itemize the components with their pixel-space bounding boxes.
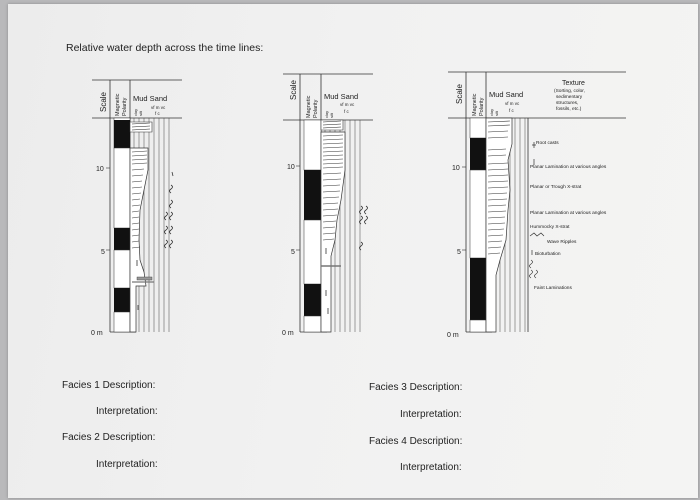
texture-sub: sedimentary bbox=[556, 95, 583, 100]
stratigraphic-column-3 bbox=[448, 60, 638, 350]
facies-4-description-label: Facies 4 Description: bbox=[369, 436, 463, 447]
facies-2-interpretation-label: Interpretation: bbox=[96, 459, 158, 470]
silt-header: silt bbox=[329, 113, 334, 118]
grain-size-header-2: f c bbox=[344, 109, 349, 114]
polarity-header: Polarity bbox=[479, 97, 485, 116]
scale-tick-5: 5 bbox=[291, 249, 295, 256]
legend-root-casts: Root casts bbox=[536, 141, 559, 146]
texture-header: Texture bbox=[562, 80, 585, 87]
scale-header: Scale bbox=[289, 79, 298, 100]
facies-3-interpretation-label: Interpretation: bbox=[400, 409, 462, 420]
clay-header: clay bbox=[324, 110, 329, 118]
polarity-block bbox=[114, 120, 130, 148]
texture-sub: structures, bbox=[556, 101, 579, 106]
polarity-block bbox=[470, 258, 486, 320]
silt-header: silt bbox=[494, 111, 499, 116]
facies-3-description-label: Facies 3 Description: bbox=[369, 382, 463, 393]
scale-header: Scale bbox=[455, 83, 464, 104]
silt-header: silt bbox=[138, 111, 143, 116]
legend-planar-lamination: Planar Lamination at various angles bbox=[530, 165, 607, 170]
scale-tick-0: 0 m bbox=[91, 330, 103, 337]
grain-size-header: vf m vc bbox=[505, 101, 520, 106]
stratigraphic-column-2 bbox=[283, 60, 383, 350]
legend-planar-lamination-2: Planar Lamination at various angles bbox=[530, 211, 607, 216]
magnetic-header: Magnetic bbox=[472, 93, 478, 116]
mud-sand-header: Mud Sand bbox=[489, 90, 524, 99]
clay-header: clay bbox=[489, 108, 494, 116]
scale-tick-10: 10 bbox=[96, 166, 104, 173]
legend-hummocky: Hummocky X-strat bbox=[530, 225, 570, 230]
scale-tick-10: 10 bbox=[452, 165, 460, 172]
mud-sand-header: Mud Sand bbox=[133, 94, 168, 103]
polarity-header: Polarity bbox=[122, 97, 128, 116]
scale-tick-5: 5 bbox=[457, 249, 461, 256]
scale-tick-5: 5 bbox=[101, 249, 105, 256]
magnetic-header: Magnetic bbox=[115, 93, 121, 116]
magnetic-header: Magnetic bbox=[306, 95, 312, 118]
clay-header: clay bbox=[133, 108, 138, 116]
scale-tick-10: 10 bbox=[287, 164, 295, 171]
polarity-block bbox=[304, 170, 321, 220]
legend-faint-laminations: Faint Laminations bbox=[534, 286, 572, 291]
texture-sub: fossils, etc.) bbox=[556, 107, 582, 112]
facies-1-interpretation-label: Interpretation: bbox=[96, 406, 158, 417]
grain-size-header: vf m vc bbox=[151, 105, 166, 110]
facies-2-description-label: Facies 2 Description: bbox=[62, 432, 156, 443]
polarity-block bbox=[470, 138, 486, 170]
scale-header: Scale bbox=[99, 91, 108, 112]
scale-tick-0: 0 m bbox=[447, 332, 459, 339]
grain-size-header-2: f c bbox=[509, 108, 514, 113]
facies-1-description-label: Facies 1 Description: bbox=[62, 380, 156, 391]
page-prompt: Relative water depth across the time lines: bbox=[66, 42, 264, 54]
stratigraphic-column-1 bbox=[92, 60, 192, 350]
polarity-header: Polarity bbox=[313, 99, 319, 118]
texture-sub: (Sorting, color, bbox=[554, 89, 585, 94]
grain-size-header-2: f c bbox=[155, 111, 160, 116]
legend-trough-x-strat: Planar or Trough X-strat bbox=[530, 185, 582, 190]
grain-size-header: vf m vc bbox=[340, 102, 355, 107]
polarity-block bbox=[114, 288, 130, 312]
mud-sand-header: Mud Sand bbox=[324, 92, 359, 101]
scale-tick-0: 0 m bbox=[282, 330, 294, 337]
legend-wave-ripples: Wave Ripples bbox=[547, 240, 577, 245]
legend-bioturbation: Bioturbation bbox=[535, 252, 561, 257]
facies-4-interpretation-label: Interpretation: bbox=[400, 462, 462, 473]
polarity-block bbox=[304, 284, 321, 316]
polarity-block bbox=[114, 228, 130, 250]
